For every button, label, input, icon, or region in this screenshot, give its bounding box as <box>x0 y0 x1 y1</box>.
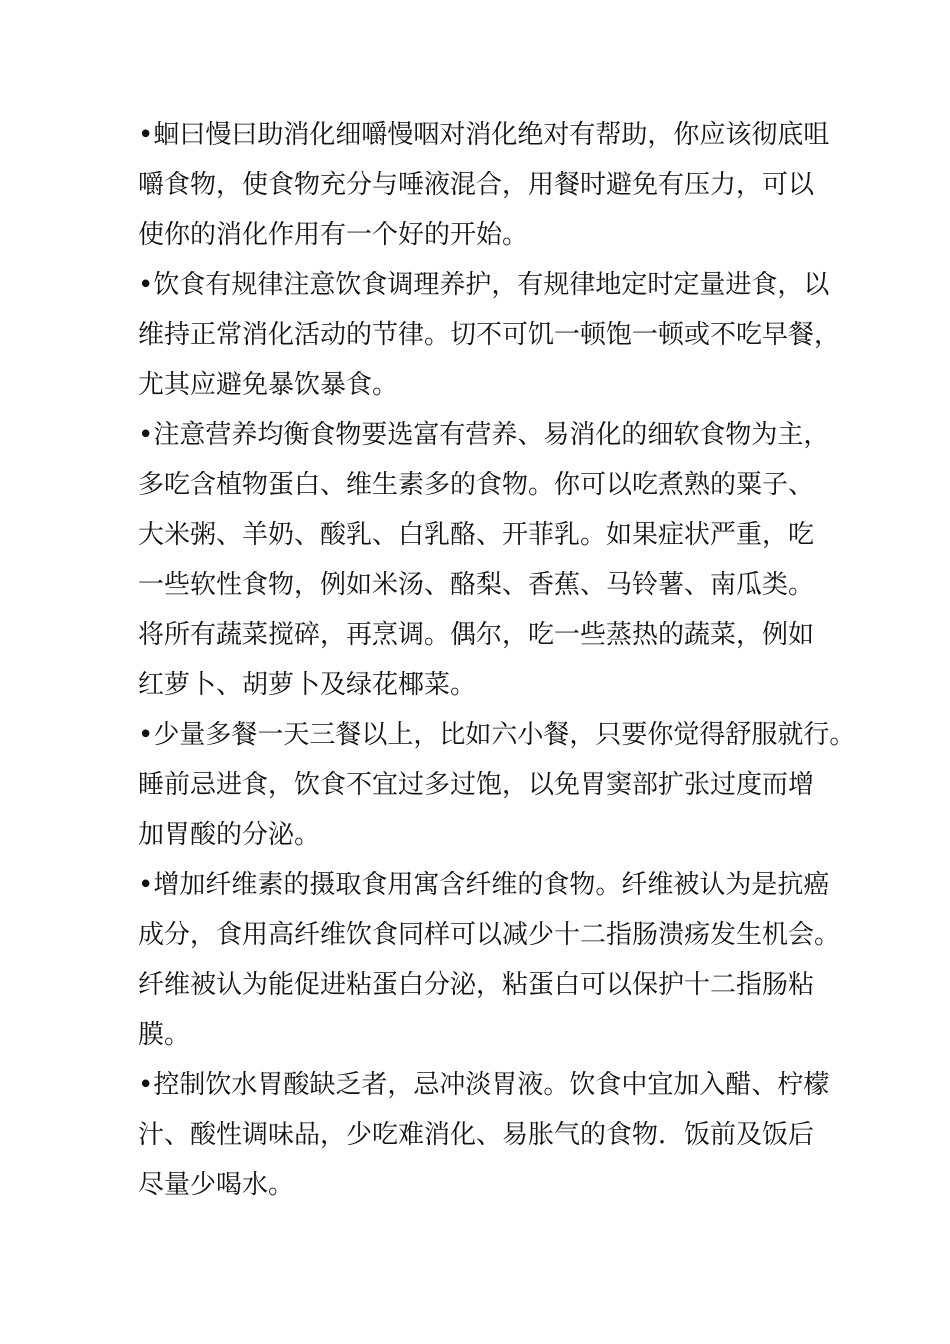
text-line-14: 睡前忌进食，饮食不宜过多过饱，以免胃窦部扩张过度而增 <box>138 770 815 800</box>
text-line-22: 尽量少喝水。 <box>138 1170 295 1200</box>
document-body <box>138 110 856 1210</box>
text-line-3: 使你的消化作用有一个好的开始。 <box>138 220 529 250</box>
text-line-19: 膜。 <box>138 1020 191 1050</box>
text-line-11: 将所有蔬菜搅碎，再烹调。偶尔，吃一些蒸热的蔬菜，例如 <box>138 620 815 650</box>
text-line-4: •饮食有规律注意饮食调理养护，有规律地定时定量进食，以 <box>138 270 830 300</box>
text-line-12: 红萝卜、胡萝卜及绿花椰菜。 <box>138 670 477 700</box>
text-line-9: 大米粥、羊奶、酸乳、白乳酪、开菲乳。如果症状严重，吃 <box>138 520 815 550</box>
text-line-21: 汁、酸性调味品，少吃难消化、易胀气的食物．饭前及饭后 <box>138 1120 815 1150</box>
text-line-13: •少量多餐一天三餐以上，比如六小餐，只要你觉得舒服就行。 <box>138 720 856 750</box>
text-line-15: 加胃酸的分泌。 <box>138 820 321 850</box>
text-line-20: •控制饮水胃酸缺乏者，忌冲淡胃液。饮食中宜加入醋、柠檬 <box>138 1070 830 1100</box>
text-line-16: •增加纤维素的摄取食用寓含纤维的食物。纤维被认为是抗癌 <box>138 870 830 900</box>
text-line-5: 维持正常消化活动的节律。切不可饥一顿饱一顿或不吃早餐， <box>138 320 841 350</box>
text-line-2: 嚼食物，使食物充分与唾液混合，用餐时避免有压力，可以 <box>138 170 815 200</box>
text-line-10: 一些软性食物，例如米汤、酪梨、香蕉、马铃薯、南瓜类。 <box>138 570 815 600</box>
text-line-6: 尤其应避免暴饮暴食。 <box>138 370 399 400</box>
text-line-18: 纤维被认为能促进粘蛋白分泌，粘蛋白可以保护十二指肠粘 <box>138 970 815 1000</box>
text-line-7: •注意营养均衡食物要选富有营养、易消化的细软食物为主， <box>138 420 830 450</box>
text-line-1: •蛔曰慢曰助消化细嚼慢咽对消化绝对有帮助，你应该彻底咀 <box>138 120 830 150</box>
text-line-17: 成分，食用高纤维饮食同样可以减少十二指肠溃疡发生机会。 <box>138 920 841 950</box>
text-line-8: 多吃含植物蛋白、维生素多的食物。你可以吃煮熟的粟子、 <box>138 470 815 500</box>
